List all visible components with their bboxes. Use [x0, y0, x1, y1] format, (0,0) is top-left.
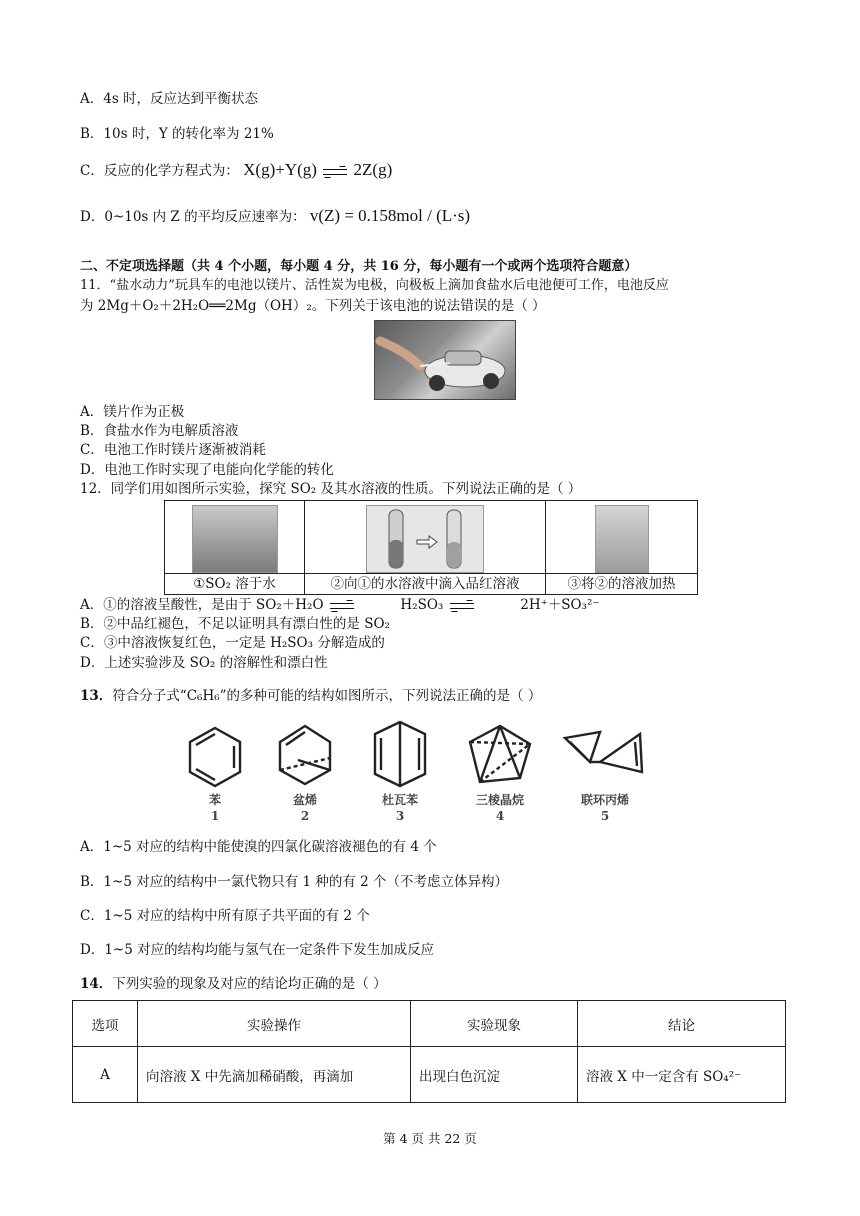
q13-stem — [80, 686, 541, 706]
equilibrium-arrow-icon — [323, 165, 347, 179]
header-option: 选项 — [73, 1001, 138, 1047]
q11-option-d: D．电池工作时实现了电能向化学能的转化 — [80, 462, 334, 478]
q11-stem-line2: 为 2Mg＋O₂＋2H₂O══2Mg（OH）₂。下列关于该电池的说法错误的是（ ） — [80, 298, 546, 314]
q12-option-a-part1: A．①的溶液呈酸性，是由于 SO₂＋H₂O — [80, 597, 324, 613]
q14-number: 14． — [80, 976, 113, 992]
q12-stem: 12．同学们用如图所示实验，探究 SO₂ 及其水溶液的性质。下列说法正确的是（ ） — [80, 481, 582, 497]
toy-car-illustration — [375, 321, 515, 399]
experiment-cell-1 — [165, 501, 305, 594]
experiment-caption-2: ②向①的水溶液中滴入品红溶液 — [305, 573, 545, 594]
q14-table — [72, 1000, 786, 1103]
q10-equation-left: X(g)+Y(g) — [243, 160, 317, 179]
q14-stem — [80, 974, 387, 994]
toy-car-photo — [374, 320, 516, 400]
q12-option-d: D．上述实验涉及 SO₂ 的溶解性和漂白性 — [80, 655, 328, 671]
test-tubes-illustration — [367, 506, 483, 572]
structure-num-4: 4 — [495, 809, 505, 823]
q13-number: 13． — [80, 688, 113, 704]
structure-label-5: 联环丙烯 — [580, 793, 630, 807]
q12-option-a-part2: H₂SO₃ — [400, 597, 444, 613]
structure-num-2: 2 — [300, 809, 310, 823]
table-header-row — [73, 1001, 786, 1047]
row-operation: 向溶液 X 中先滴加稀硝酸，再滴加 — [138, 1047, 411, 1103]
structure-label-2: 盆烯 — [292, 793, 318, 807]
experiment-cell-3 — [546, 501, 697, 594]
experiment-cell-2 — [305, 501, 546, 594]
q10-option-d-prefix: D．0~10s 内 Z 的平均反应速率为： — [80, 209, 306, 225]
structure-num-1: 1 — [210, 809, 220, 823]
q10-option-c — [80, 160, 392, 181]
benzene-structure — [190, 728, 240, 786]
header-phenomenon: 实验现象 — [411, 1001, 578, 1047]
q14-stem-text: 下列实验的现象及对应的结论均正确的是（ ） — [112, 976, 387, 992]
structure-label-4: 三棱晶烷 — [475, 793, 525, 807]
q13-stem-text: 符合分子式“C₆H₆”的多种可能的结构如图所示，下列说法正确的是（ ） — [112, 688, 542, 704]
q11-option-c: C．电池工作时镁片逐渐被消耗 — [80, 442, 266, 458]
experiment-caption-1: ①SO₂ 溶于水 — [165, 573, 304, 594]
structure-label-1: 苯 — [208, 793, 222, 807]
equilibrium-arrow-icon — [450, 599, 474, 613]
q13-option-d: D．1~5 对应的结构均能与氢气在一定条件下发生加成反应 — [80, 942, 435, 958]
q12-option-a — [80, 595, 600, 615]
q13-option-b: B．1~5 对应的结构中一氯代物只有 1 种的有 2 个（不考虑立体异构） — [80, 874, 509, 890]
row-option: A — [73, 1047, 138, 1103]
q10-option-b: B．10s 时，Y 的转化率为 21% — [80, 126, 274, 142]
heating-photo — [595, 505, 649, 573]
equilibrium-arrow-icon — [330, 599, 354, 613]
header-conclusion: 结论 — [578, 1001, 786, 1047]
section-heading: 二、不定项选择题（共 4 个小题，每小题 4 分，共 16 分，每小题有一个或两个选项符合题意） — [80, 259, 638, 274]
q12-option-b: B．②中品红褪色，不足以证明具有漂白性的是 SO₂ — [80, 616, 390, 632]
prismane-structure — [470, 726, 530, 782]
c6h6-structures-diagram — [180, 720, 670, 825]
header-operation: 实验操作 — [138, 1001, 411, 1047]
row-phenomenon: 出现白色沉淀 — [411, 1047, 578, 1103]
page-footer: 第 4 页 共 22 页 — [383, 1131, 477, 1146]
q11-option-b: B．食盐水作为电解质溶液 — [80, 423, 239, 439]
bicyclopropenyl-structure — [565, 732, 600, 762]
test-tube-photo — [366, 505, 484, 573]
structure-num-3: 3 — [395, 809, 405, 823]
q11-option-a: A．镁片作为正极 — [80, 404, 185, 420]
q12-option-c: C．③中溶液恢复红色，一定是 H₂SO₃ 分解造成的 — [80, 635, 385, 651]
structure-label-3: 杜瓦苯 — [381, 793, 419, 807]
beaker-photo — [192, 505, 278, 573]
table-row — [73, 1047, 786, 1103]
row-conclusion: 溶液 X 中一定含有 SO₄²⁻ — [578, 1047, 786, 1103]
benzvalene-structure — [280, 726, 330, 784]
experiment-caption-3: ③将②的溶液加热 — [546, 573, 697, 594]
q12-experiment-table — [164, 500, 698, 595]
q12-option-a-part3: 2H⁺＋SO₃²⁻ — [520, 597, 600, 613]
q10-option-d — [80, 206, 470, 227]
q13-option-a: A．1~5 对应的结构中能使溴的四氯化碳溶液褪色的有 4 个 — [80, 839, 437, 855]
q10-rate-formula: v(Z) = 0.158mol / (L·s) — [309, 206, 471, 225]
structure-num-5: 5 — [600, 809, 610, 823]
q10-equation-right: 2Z(g) — [353, 160, 393, 179]
q13-option-c: C．1~5 对应的结构中所有原子共平面的有 2 个 — [80, 908, 370, 924]
q11-stem-line1: 11．“盐水动力”玩具车的电池以镁片、活性炭为电极，向极板上滴加食盐水后电池便可工作，电池反应 — [80, 278, 669, 293]
q10-option-a: A．4s 时，反应达到平衡状态 — [80, 91, 259, 107]
q10-option-c-prefix: C．反应的化学方程式为： — [80, 163, 239, 179]
